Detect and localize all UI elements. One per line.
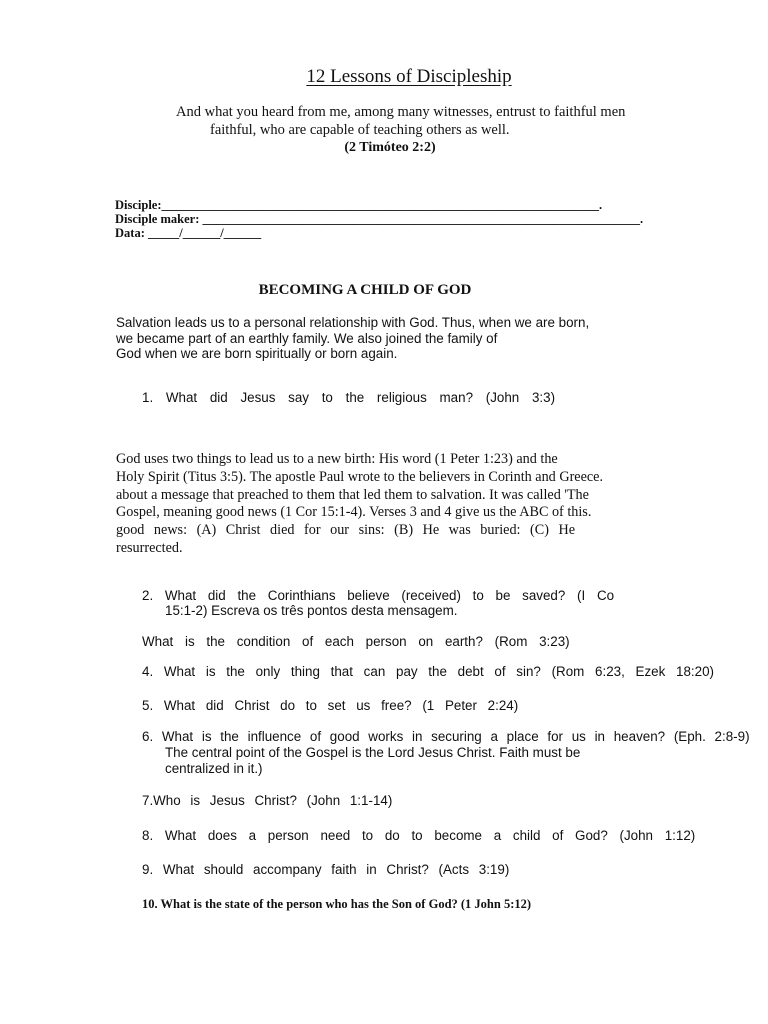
question-9: 9. What should accompany faith in Christ? (Acts 3:19) (142, 862, 510, 877)
question-2-continuation: 15:1-2) Escreva os três pontos desta mensagem. (165, 603, 458, 618)
intro-line: Salvation leads us to a personal relationship with God. Thus, when we are born, (116, 315, 590, 330)
question-6-continuation: centralized in it.) (165, 761, 263, 776)
paragraph-line: God uses two things to lead us to a new birth: His word (1 Peter 1:23) and the (116, 451, 558, 467)
question-1: 1. What did Jesus say to the religious man? (John 3:3) (142, 390, 556, 405)
section-heading: BECOMING A CHILD OF GOD (258, 282, 472, 298)
intro-paragraph (116, 315, 589, 362)
paragraph-line: good news: (A) Christ died for our sins: (B) He was buried: (C) He (116, 522, 576, 539)
question-7: 7.Who is Jesus Christ? (John 1:1-14) (142, 793, 393, 808)
disciple-maker-field[interactable]: Disciple maker: ______________________________________________________________________. (115, 212, 644, 226)
question-5: 5. What did Christ do to set us free? (1 Peter 2:24) (142, 698, 519, 713)
new-birth-paragraph (116, 451, 603, 558)
question-10: 10. What is the state of the person who has the Son of God? (1 John 5:12) (142, 897, 532, 911)
intro-line: we became part of an earthly family. We also joined the family of (116, 330, 498, 346)
epigraph-reference: (2 Timóteo 2:2) (344, 140, 436, 155)
question-3: What is the condition of each person on earth? (Rom 3:23) (142, 634, 570, 649)
question-6: 6. What is the influence of good works in securing a place for us in heaven? (Eph. 2:8-9) (142, 729, 750, 744)
question-8: 8. What does a person need to do to become a child of God? (John 1:12) (142, 828, 696, 843)
question-2: 2. What did the Corinthians believe (received) to be saved? (I Co (142, 588, 615, 603)
question-4: 4. What is the only thing that can pay the debt of sin? (Rom 6:23, Ezek 18:20) (142, 664, 715, 679)
epigraph-line: faithful, who are capable of teaching others as well. (210, 122, 510, 138)
paragraph-line: Gospel, meaning good news (1 Cor 15:1-4). Verses 3 and 4 give us the ABC of this. (116, 504, 592, 521)
date-field[interactable]: Data: _____/______/______ (115, 226, 262, 240)
paragraph-line: resurrected. (116, 539, 183, 556)
epigraph-line: And what you heard from me, among many witnesses, entrust to faithful men (176, 104, 626, 120)
intro-line: God when we are born spiritually or born again. (116, 346, 398, 361)
paragraph-line: about a message that preached to them that led them to salvation. It was called 'The (116, 486, 589, 503)
question-6-continuation: The central point of the Gospel is the Lord Jesus Christ. Faith must be (165, 745, 581, 760)
paragraph-line: Holy Spirit (Titus 3:5). The apostle Paul wrote to the believers in Corinth and Greece. (116, 468, 604, 485)
page-title: 12 Lessons of Discipleship (306, 66, 512, 87)
disciple-field[interactable]: Disciple:______________________________________________________________________. (115, 198, 603, 212)
